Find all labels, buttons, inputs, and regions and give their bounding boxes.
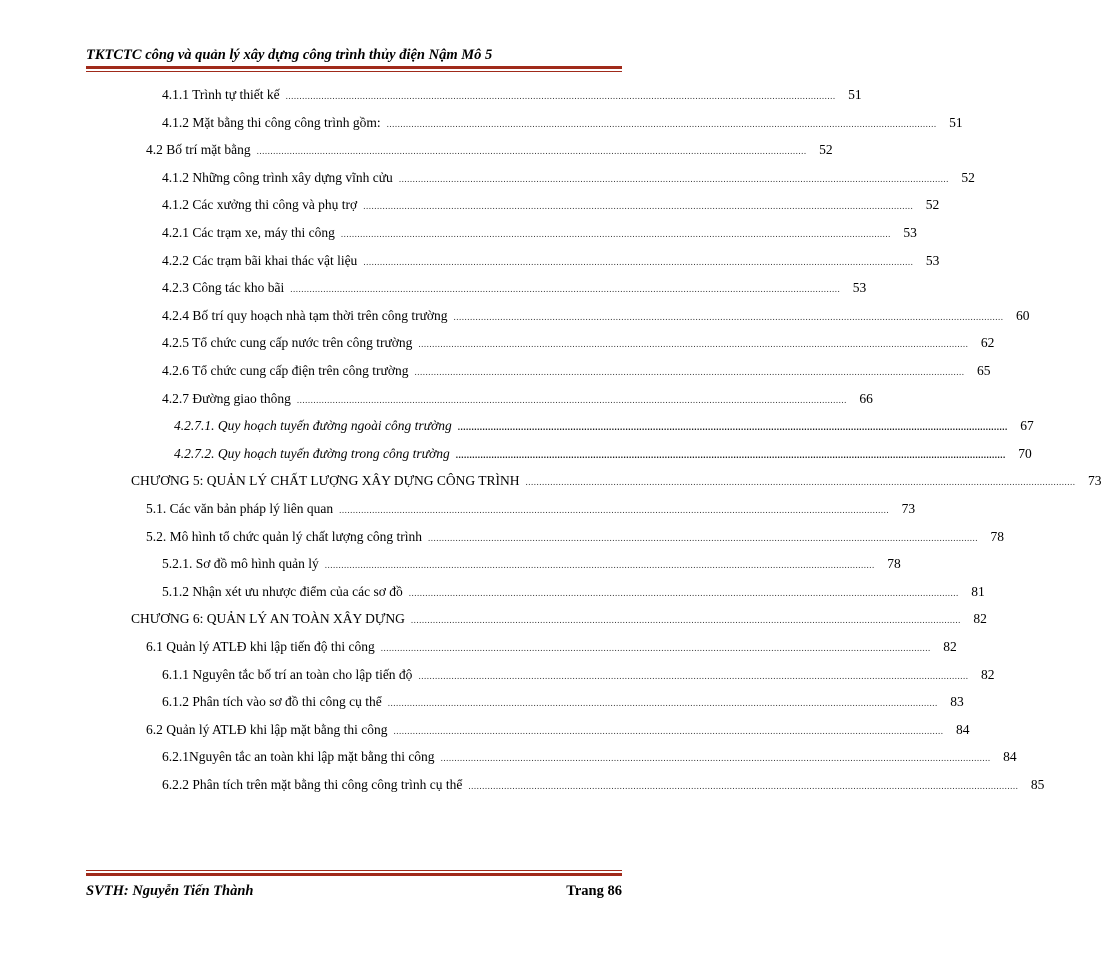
page-header-title: TKTCTC công và quản lý xây dựng công trình thủy điện Nậm Mô 5 xyxy=(86,47,493,63)
toc-entry[interactable] xyxy=(162,551,901,573)
toc-entry-page: 60 xyxy=(1016,307,1030,323)
toc-entry-page: 65 xyxy=(976,363,991,378)
toc-entry-title: 4.2.7.2. Quy hoạch tuyến đường trong công trường xyxy=(174,445,450,461)
toc-entry-title: 4.2.3 Công tác kho bãi xyxy=(162,280,285,296)
toc-entry-leader: ........................................................................................................................................................................................................ xyxy=(387,698,938,709)
toc-entry-leader: ........................................................................................................................................................................................................ xyxy=(418,339,969,350)
toc-entry-title: 6.2.1Nguyên tắc an toàn khi lập mặt bằng thi công xyxy=(162,749,435,765)
toc-entry-leader: ........................................................................................................................................................................................................ xyxy=(455,449,1006,460)
toc-entry-leader: ........................................................................................................................................................................................................ xyxy=(386,118,937,129)
toc-entry-page: 83 xyxy=(950,694,964,710)
toc-entry-title: 5.2.1. Sơ đồ mô hình quản lý xyxy=(162,556,319,572)
toc-entry-page: 53 xyxy=(925,252,940,268)
toc-entry-page: 84 xyxy=(955,721,970,737)
toc-entry[interactable] xyxy=(174,413,1034,435)
toc-entry-leader: ........................................................................................................................................................................................................ xyxy=(414,367,965,377)
toc-entry-page: 53 xyxy=(852,280,867,296)
toc-entry[interactable] xyxy=(162,192,940,214)
toc-entry-title: 5.2. Mô hình tổ chức quản lý chất lượng công trình xyxy=(146,528,422,544)
toc-entry-title: 4.2.1 Các trạm xe, máy thi công xyxy=(162,225,335,240)
toc-entry-leader: ........................................................................................................................................................................................................ xyxy=(363,256,914,267)
toc-entry-leader: ........................................................................................................................................................................................................ xyxy=(363,201,914,212)
toc-entry-title: CHƯƠNG 6: QUẢN LÝ AN TOÀN XÂY DỰNG xyxy=(131,611,405,627)
toc-entry-title: 4.1.2 Mặt bằng thi công công trình gồm: xyxy=(162,114,381,130)
toc-entry-title: CHƯƠNG 5: QUẢN LÝ CHẤT LƯỢNG XÂY DỰNG CÔNG TRÌNH xyxy=(131,473,520,489)
toc-entry-page: 52 xyxy=(961,169,975,185)
toc-entry[interactable] xyxy=(174,441,1032,463)
header-rule xyxy=(86,66,622,72)
toc-entry[interactable] xyxy=(162,110,963,132)
toc-entry[interactable] xyxy=(146,717,970,739)
footer-author: SVTH: Nguyễn Tiến Thành xyxy=(86,883,254,899)
toc-entry[interactable] xyxy=(162,275,867,297)
toc-entry-leader: ........................................................................................................................................................................................................ xyxy=(339,505,890,515)
toc-entry-page: 82 xyxy=(973,611,987,627)
toc-entry[interactable] xyxy=(162,220,917,242)
toc-entry[interactable] xyxy=(146,634,957,656)
toc-entry-title: 5.1. Các văn bản pháp lý liên quan xyxy=(146,501,334,516)
toc-entry-leader: ........................................................................................................................................................................................................ xyxy=(285,91,836,101)
toc-entry-leader: ........................................................................................................................................................................................................ xyxy=(256,146,807,157)
toc-entry-leader: ........................................................................................................................................................................................................ xyxy=(393,725,944,736)
footer-page-number: Trang 86 xyxy=(566,883,622,899)
toc-entry-leader: ........................................................................................................................................................................................................ xyxy=(468,781,1019,791)
toc-entry-title: 4.2.4 Bố trí quy hoạch nhà tạm thời trên công trường xyxy=(162,307,448,323)
toc-entry-title: 4.1.1 Trình tự thiết kế xyxy=(162,87,280,102)
toc-entry[interactable] xyxy=(162,165,975,187)
toc-entry-leader: ........................................................................................................................................................................................................ xyxy=(408,587,959,598)
toc-entry-page: 51 xyxy=(949,114,963,130)
toc-entry[interactable] xyxy=(131,606,987,628)
toc-entry-page: 51 xyxy=(848,87,862,102)
toc-entry-leader: ........................................................................................................................................................................................................ xyxy=(427,532,978,543)
toc-entry-page: 78 xyxy=(887,556,901,572)
toc-entry-page: 73 xyxy=(901,501,916,516)
toc-entry-title: 6.1.1 Nguyên tắc bố trí an toàn cho lập tiến độ xyxy=(162,666,413,682)
toc-entry[interactable] xyxy=(162,358,991,380)
toc-entry[interactable] xyxy=(162,579,985,601)
page-footer xyxy=(86,882,622,902)
toc-entry-title: 4.1.2 Các xưởng thi công và phụ trợ xyxy=(162,197,358,213)
toc-entry[interactable] xyxy=(146,524,1004,546)
toc-entry-leader: ........................................................................................................................................................................................................ xyxy=(340,229,891,239)
toc-entry-leader: ........................................................................................................................................................................................................ xyxy=(296,394,847,405)
toc-entry[interactable] xyxy=(162,82,862,104)
toc-entry-leader: ........................................................................................................................................................................................................ xyxy=(324,560,875,571)
toc-entry-page: 67 xyxy=(1020,418,1034,434)
toc-entry-page: 84 xyxy=(1003,749,1017,765)
toc-entry-leader: ........................................................................................................................................................................................................ xyxy=(525,477,1076,488)
toc-entry-page: 81 xyxy=(971,583,985,599)
toc-entry-title: 4.2.6 Tổ chức cung cấp điện trên công trường xyxy=(162,363,409,378)
toc-entry-title: 4.2.7 Đường giao thông xyxy=(162,390,291,406)
toc-entry-page: 78 xyxy=(990,528,1004,544)
toc-entry-leader: ........................................................................................................................................................................................................ xyxy=(418,670,969,681)
toc-entry-leader: ........................................................................................................................................................................................................ xyxy=(398,173,949,184)
toc-entry-title: 6.2.2 Phân tích trên mặt bằng thi công công trình cụ thể xyxy=(162,777,463,792)
toc-entry-page: 73 xyxy=(1088,473,1102,489)
toc-entry-leader: ........................................................................................................................................................................................................ xyxy=(457,422,1008,433)
toc-entry-leader: ........................................................................................................................................................................................................ xyxy=(440,753,991,764)
toc-entry[interactable] xyxy=(162,386,873,408)
toc-entry-leader: ........................................................................................................................................................................................................ xyxy=(290,284,841,295)
toc-entry-title: 6.1.2 Phân tích vào sơ đồ thi công cụ thể xyxy=(162,694,382,710)
toc-entry-page: 52 xyxy=(819,142,833,158)
toc-entry[interactable] xyxy=(162,248,940,270)
toc-entry[interactable] xyxy=(131,468,1102,490)
toc-entry-title: 4.1.2 Những công trình xây dựng vĩnh cửu xyxy=(162,169,393,185)
toc-entry[interactable] xyxy=(162,689,964,711)
toc-entry[interactable] xyxy=(162,330,995,352)
toc-entry-title: 4.2.2 Các trạm bãi khai thác vật liệu xyxy=(162,252,358,268)
footer-rule xyxy=(86,870,622,876)
toc-entry-page: 52 xyxy=(925,197,940,213)
toc-entry[interactable] xyxy=(146,137,833,159)
toc-entry[interactable] xyxy=(162,662,995,684)
toc-entry[interactable] xyxy=(162,744,1017,766)
toc-entry-leader: ........................................................................................................................................................................................................ xyxy=(410,615,961,626)
toc-entry-leader: ........................................................................................................................................................................................................ xyxy=(380,643,931,653)
toc-entry-title: 6.1 Quản lý ATLĐ khi lập tiến độ thi công xyxy=(146,639,375,654)
toc-entry-title: 6.2 Quản lý ATLĐ khi lập mặt bằng thi công xyxy=(146,721,388,737)
toc-entry-page: 66 xyxy=(859,390,873,406)
toc-entry-title: 4.2 Bố trí mặt bằng xyxy=(146,142,251,158)
toc-entry-page: 85 xyxy=(1030,777,1045,792)
toc-entry[interactable] xyxy=(162,303,1030,325)
toc-entry-page: 70 xyxy=(1018,445,1032,461)
toc-entry-leader: ........................................................................................................................................................................................................ xyxy=(453,311,1004,322)
toc-entry[interactable] xyxy=(162,772,1045,794)
toc-entry-title: 5.1.2 Nhận xét ưu nhược điểm của các sơ đồ xyxy=(162,583,403,599)
toc-entry-title: 4.2.7.1. Quy hoạch tuyến đường ngoài công trường xyxy=(174,418,452,434)
toc-entry-page: 82 xyxy=(980,666,995,682)
toc-entry-page: 82 xyxy=(943,639,957,654)
toc-entry-page: 53 xyxy=(903,225,917,240)
toc-entry[interactable] xyxy=(146,496,916,518)
toc-entry-title: 4.2.5 Tổ chức cung cấp nước trên công trường xyxy=(162,335,413,351)
toc-entry-page: 62 xyxy=(980,335,995,351)
